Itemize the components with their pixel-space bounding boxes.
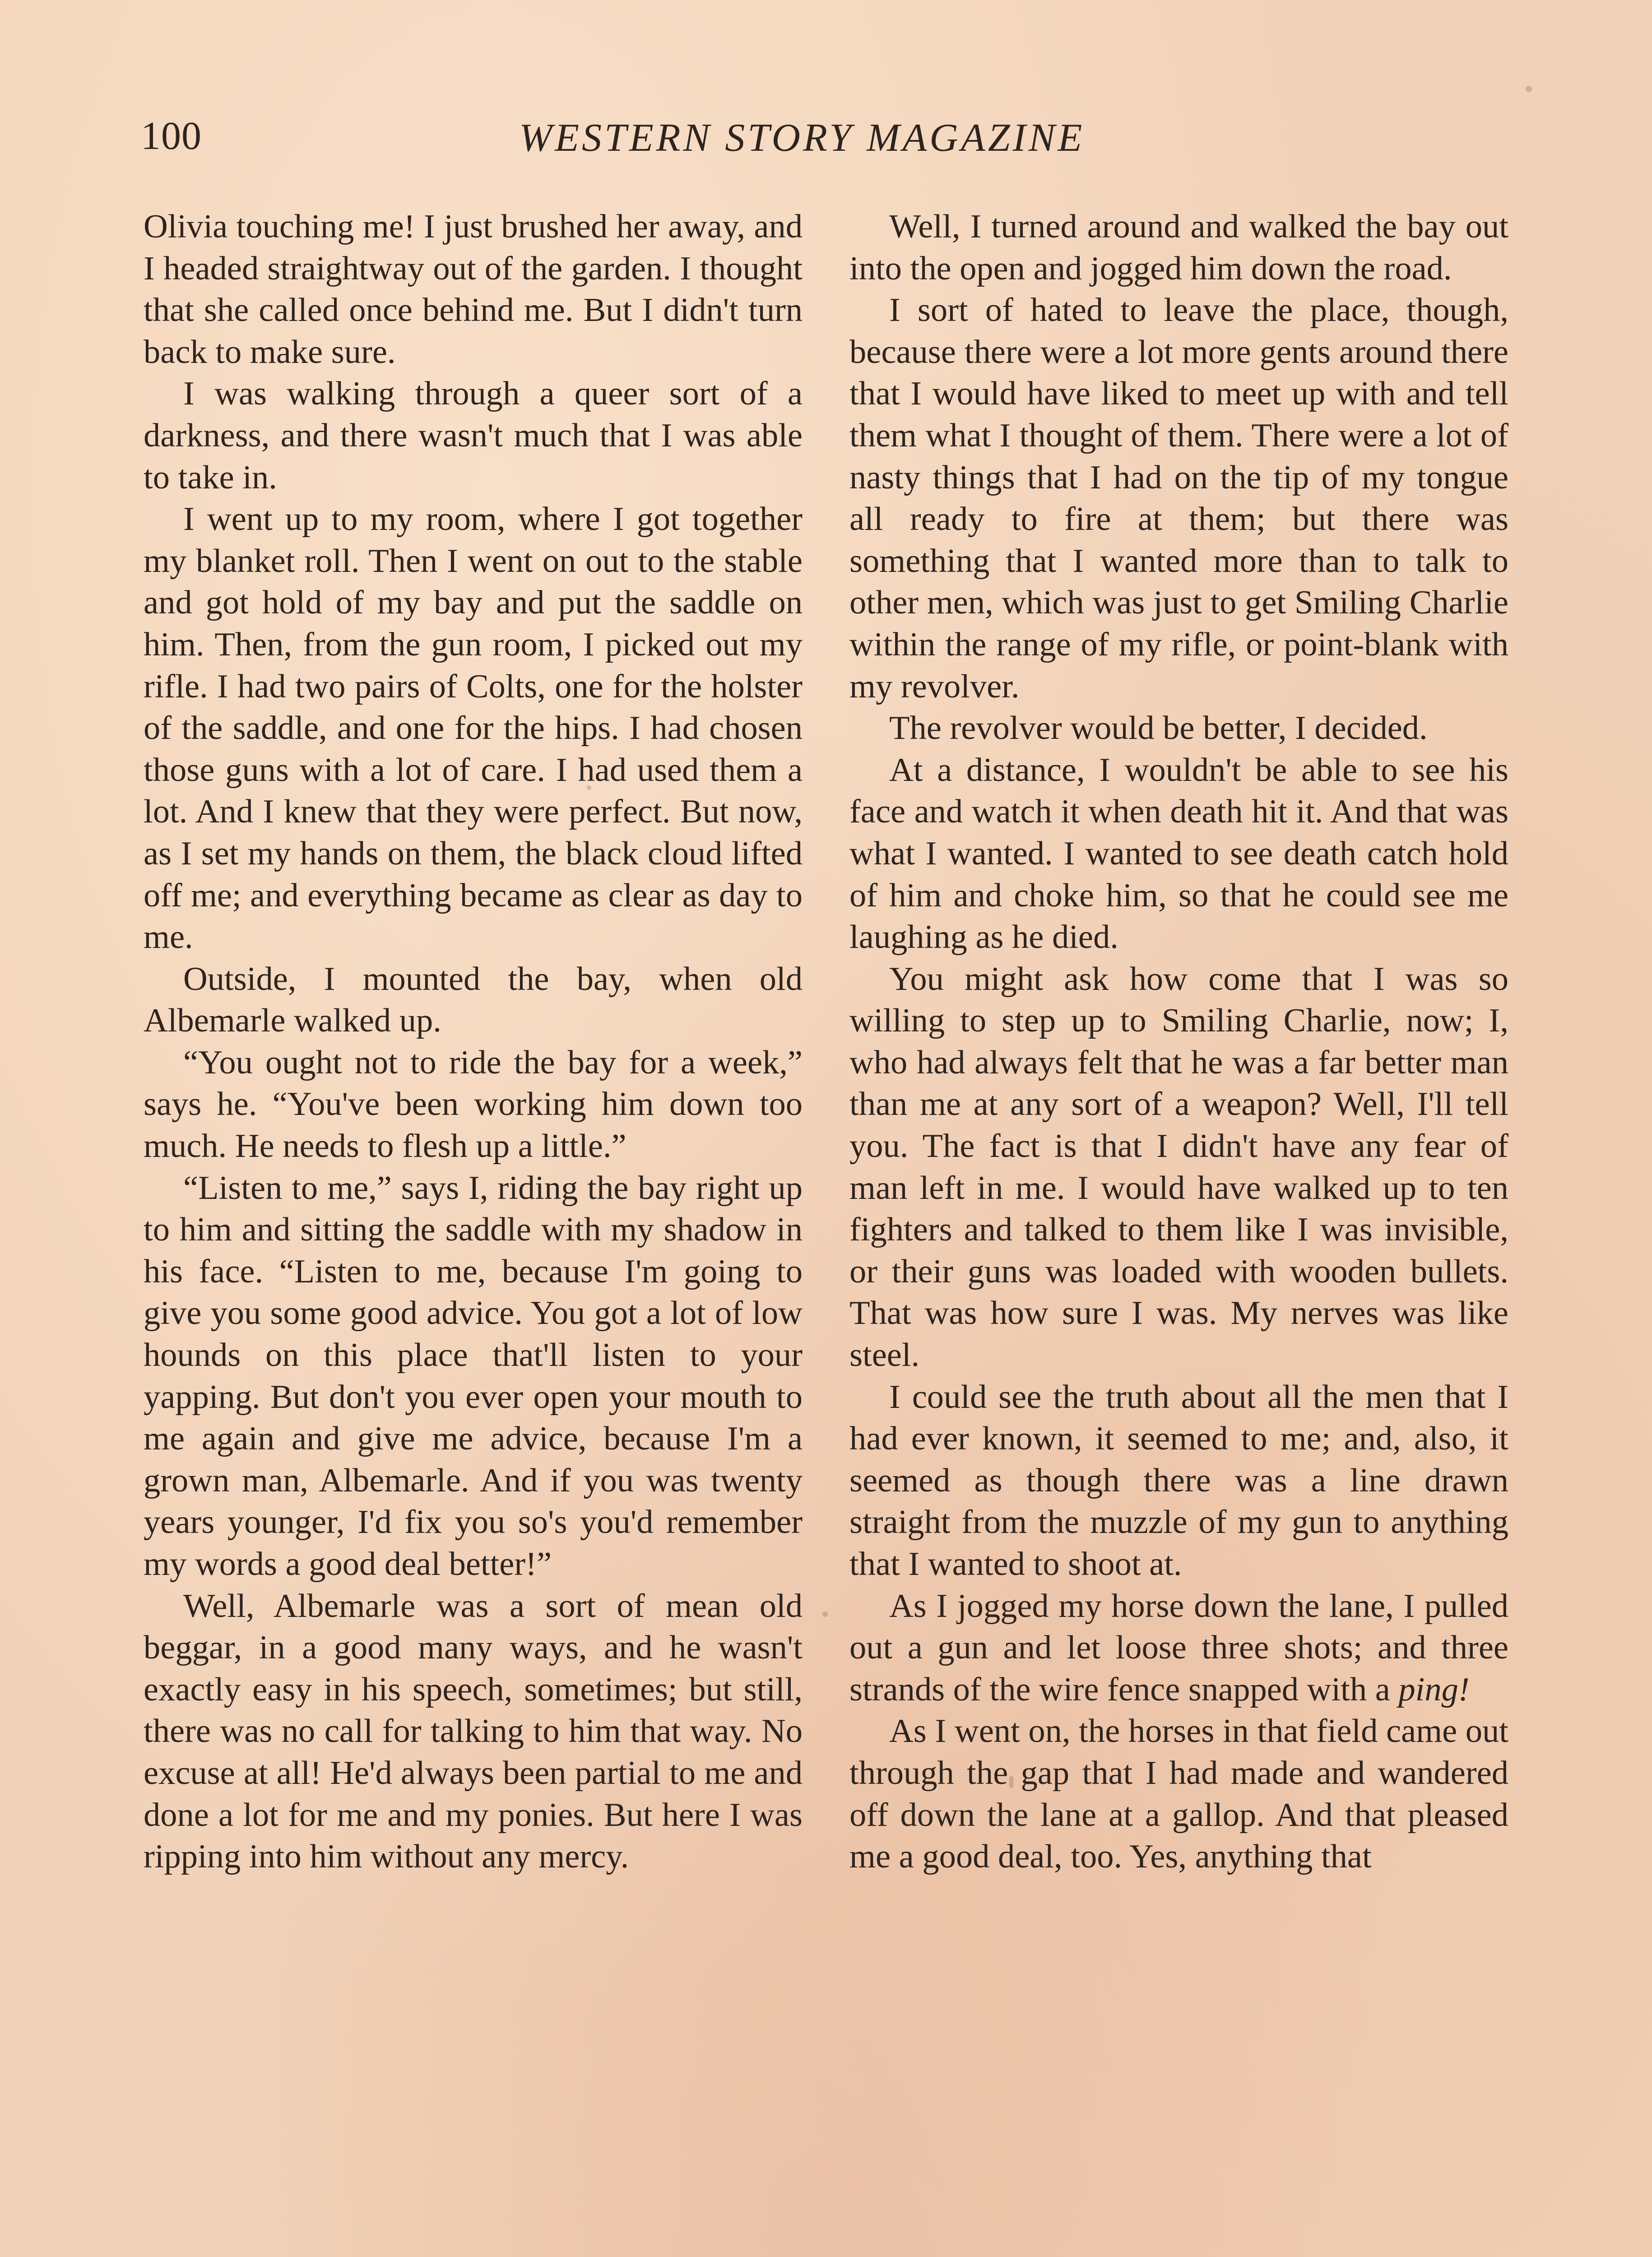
paragraph: I went up to my room, where I got together my blanket roll. Then I went on out to the stable and got hold of my bay and put the saddle on him. Then, from the gun room, I picked out my rifle. I had two pairs of Colts, one for the holster of the saddle, and one for the hips. I had chosen those guns with a lot of care. I had used them a lot. And I knew that they were perfect. But now, as I set my hands on them, the black cloud lifted off me; and everything became as clear as day to me. [144,501,803,956]
paragraph: Well, I turned around and walked the bay out into the open and jogged him down the road. [849,208,1508,287]
paragraph: At a distance, I wouldn't be able to see his face and watch it when death hit it. And that was what I wanted. I wanted to see death catch hold of him and choke him, so that he could see me laughing as he died. [849,751,1508,956]
italic-word: ping! [1398,1671,1470,1708]
page-number: 100 [141,114,202,158]
paper-speck [822,1611,828,1617]
paragraph: Well, Albemarle was a sort of mean old beggar, in a good many ways, and he wasn't exactly easy in his speech, sometimes; but still, there was no call for talking to him that way. No excuse at all! He'd always been partial to me and done a lot for me and my ponies. But here I was ripping into him without any mercy. [144,1587,803,1876]
paragraph: “You ought not to ride the bay for a week,” says he. “You've been working him down too much. He needs to flesh up a little.” [144,1044,803,1165]
paragraph: I sort of hated to leave the place, though, because there were a lot more gents around there that I would have liked to meet up with and tell them what I thought of them. There were a lot of nasty things that I had on the tip of my tongue all ready to fire at them; but there was something that I wanted more than to talk to other men, which was just to get Smiling Charlie within the range of my rifle, or point-blank with my revolver. [849,292,1508,705]
paragraph: Outside, I mounted the bay, when old Albemarle walked up. [144,960,803,1040]
right-column [849,206,1508,1878]
paragraph: Olivia touching me! I just brushed her away, and I headed straightway out of the garden. I thought that she called once behind me. But I didn't turn back to make sure. [144,208,803,371]
left-column [144,206,803,1878]
paper-speck [1526,86,1532,92]
paper-speck [1009,1776,1013,1788]
paragraph: I was walking through a queer sort of a darkness, and there wasn't much that I was able to take in. [144,375,803,496]
magazine-title: WESTERN STORY MAGAZINE [519,116,1085,160]
paragraph: You might ask how come that I was so willing to step up to Smiling Charlie, now; I, who had always felt that he was a far better man than me at any sort of a weapon? Well, I'll tell you. The fact is that I didn't have any fear of man left in me. I would have walked up to ten fighters and talked to them like I was invisible, or their guns was loaded with wooden bullets. That was how sure I was. My nerves was like steel. [849,960,1508,1374]
paper-speck [587,785,591,790]
paragraph: The revolver would be better, I decided. [889,710,1428,747]
paragraph: As I went on, the horses in that field came out through the gap that I had made and wandered off down the lane at a gallop. And that pleased me a good deal, too. Yes, anything that [849,1713,1508,1876]
paragraph: I could see the truth about all the men that I had ever known, it seemed to me; and, also, it seemed as though there was a line drawn straight from the muzzle of my gun to anything that I wanted to shoot at. [849,1378,1508,1583]
paragraph-with-italic [849,1585,1508,1711]
paragraph: “Listen to me,” says I, riding the bay right up to him and sitting the saddle with my shadow in his face. “Listen to me, because I'm going to give you some good advice. You got a lot of low hounds on this place that'll listen to your yapping. But don't you ever open your mouth to me again and give me advice, because I'm a grown man, Albemarle. And if you was twenty years younger, I'd fix you so's you'd remember my words a good deal better!” [144,1169,803,1583]
paragraph-text: As I jogged my horse down the lane, I pulled out a gun and let loose three shots; and three strands of the wire fence snapped with a [849,1587,1508,1708]
